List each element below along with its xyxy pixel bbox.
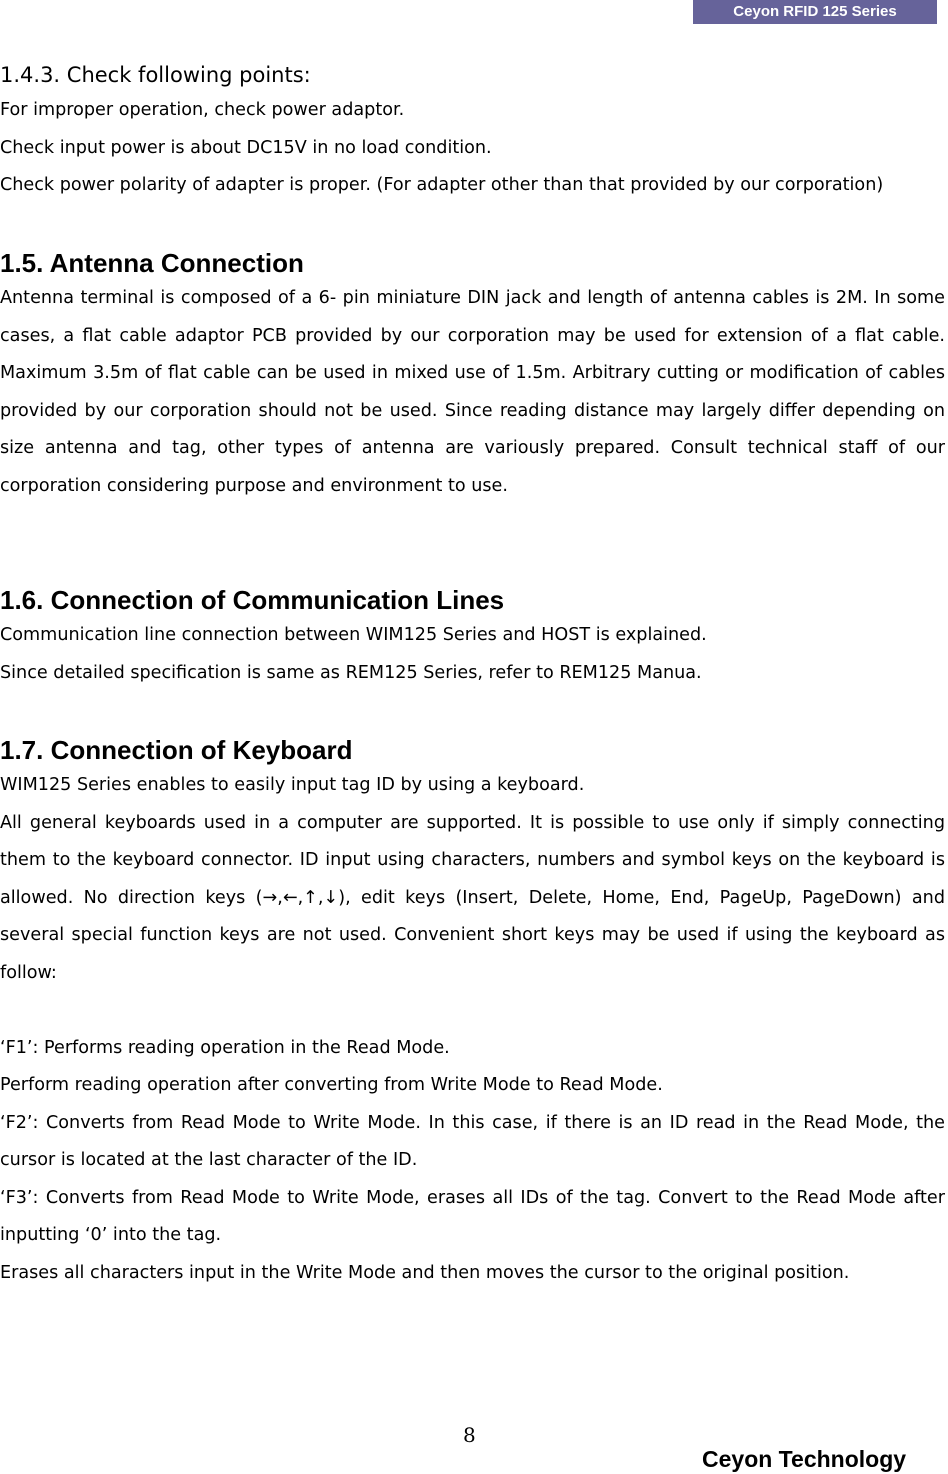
paragraph: Check input power is about DC15V in no load condition. <box>0 137 492 158</box>
paragraph: WIM125 Series enables to easily input tag ID by using a keyboard. <box>0 775 585 795</box>
paragraph: Check power polarity of adapter is proper. (For adapter other than that provided by our corporation) <box>0 175 884 195</box>
section-1-5-body <box>0 280 945 505</box>
f1-description: ‘F1’: Performs reading operation in the Read Mode. <box>0 1037 450 1058</box>
section-1-4-3-body <box>0 92 945 205</box>
section-1-4-3-heading: 1.4.3. Check following points: <box>0 63 311 87</box>
paragraph: Antenna terminal is composed of a 6- pin miniature DIN jack and length of antenna cables is 2M. In some cases, a flat cable adaptor PCB provided by our corporation may be used for extension of a flat cable. Maximum 3.5m of flat cable can be used in mixed use of 1.5m. Arbitrary cutting or modification of cables provided by our corporation should not be used. Since reading distance may largely differ depending on size antenna and tag, other types of antenna are variously prepared. Consult technical staff of our corporation considering purpose and environment to use. <box>0 288 945 496</box>
paragraph: Communication line connection between WIM125 Series and HOST is explained. <box>0 625 707 645</box>
f3-description: ‘F3’: Converts from Read Mode to Write Mode, erases all IDs of the tag. Convert to the Read Mode after inputting ‘0’ into the tag. <box>0 1187 945 1245</box>
company-footer: Ceyon Technology <box>702 1446 907 1472</box>
section-1-5-heading: 1.5. Antenna Connection <box>0 248 304 278</box>
paragraph: All general keyboards used in a computer are supported. It is possible to use only if simply connecting them to the keyboard connector. ID input using characters, numbers and symbol keys on the keyboard is allowed. No direction keys (→,←,↑,↓), edit keys (Insert, Delete, Home, End, PageUp, PageDown) and several special function keys are not used. Convenient short keys may be used if using the keyboard as follow: <box>0 812 945 983</box>
paragraph: Perform reading operation after converting from Write Mode to Read Mode. <box>0 1075 663 1095</box>
f2-description: ‘F2’: Converts from Read Mode to Write Mode. In this case, if there is an ID read in the Read Mode, the cursor is located at the last character of the ID. <box>0 1112 945 1170</box>
series-badge: Ceyon RFID 125 Series <box>693 0 937 24</box>
section-1-6-heading: 1.6. Connection of Communication Lines <box>0 585 505 615</box>
page-number: 8 <box>463 1423 476 1447</box>
section-1-7-body <box>0 767 945 1292</box>
paragraph: Erases all characters input in the Write Mode and then moves the cursor to the original position. <box>0 1262 850 1283</box>
paragraph: For improper operation, check power adaptor. <box>0 100 405 120</box>
paragraph: Since detailed specification is same as REM125 Series, refer to REM125 Manua. <box>0 662 702 683</box>
section-1-7-heading: 1.7. Connection of Keyboard <box>0 735 353 765</box>
section-1-6-body <box>0 617 945 692</box>
